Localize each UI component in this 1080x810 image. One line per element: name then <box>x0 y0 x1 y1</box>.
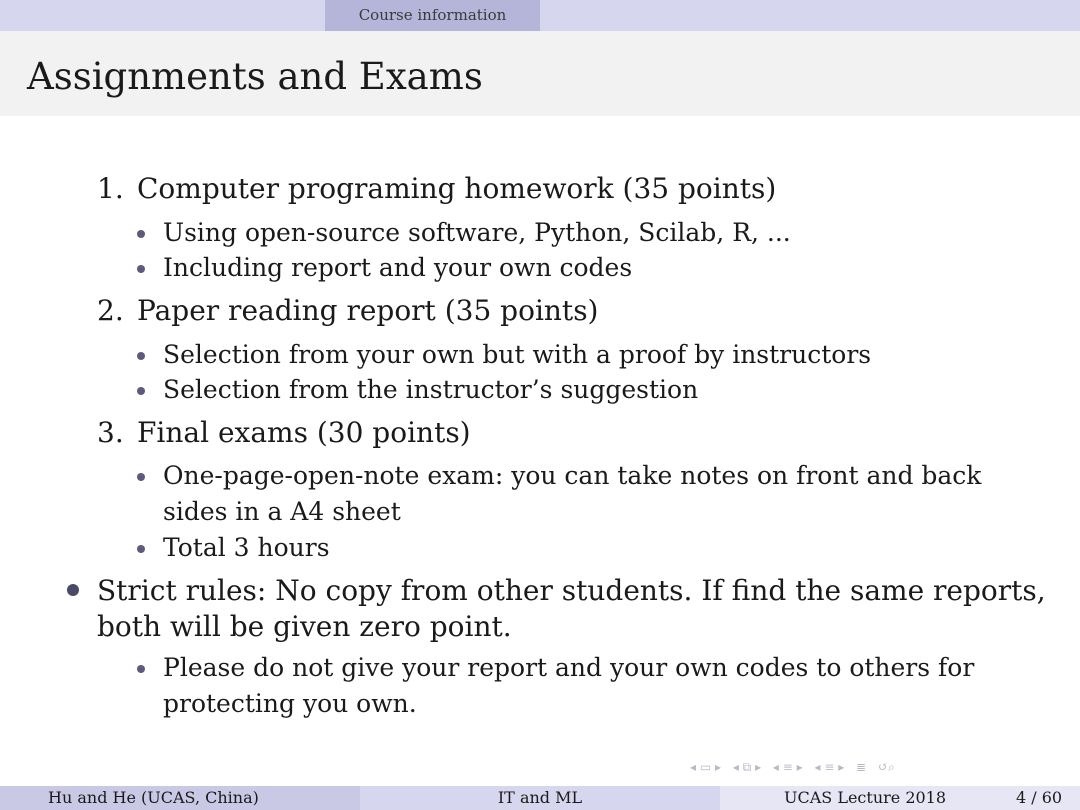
enum-text: Paper reading report (35 points) <box>137 294 599 327</box>
footer-bar <box>0 786 1080 810</box>
nav-prev-subsection-icon[interactable]: ◂ ⧉ ▸ <box>732 760 762 774</box>
enum-number: 2. <box>97 294 124 327</box>
sub-item: One-page-open-note exam: you can take notes on front and back sides in a A4 sheet <box>163 461 982 526</box>
sub-item: Please do not give your report and your own codes to others for protecting you own. <box>163 653 975 718</box>
nav-search-icon[interactable]: ↺⌕ <box>877 760 895 774</box>
nav-subsection-icon[interactable]: ◂ ≡ ▸ <box>814 760 845 774</box>
footer-title: IT and ML <box>497 788 583 807</box>
bullet-icon <box>137 230 145 238</box>
frame-title-bar <box>0 31 1080 116</box>
bullet-icon <box>137 473 145 481</box>
footer-page-number: 4 / 60 <box>1016 788 1063 807</box>
sub-item: Including report and your own codes <box>163 253 633 282</box>
bullet-icon <box>137 352 145 360</box>
section-navigation-bar <box>0 0 1080 31</box>
sub-item: Using open-source software, Python, Scilab, R, ... <box>163 218 791 247</box>
enum-number: 3. <box>97 416 124 449</box>
footer-info-box <box>720 786 1080 810</box>
bullet-icon <box>137 387 145 395</box>
current-section-tab[interactable]: Course information <box>325 0 540 31</box>
nav-align-icon[interactable]: ≣ <box>856 760 867 774</box>
nav-prev-section-icon[interactable]: ◂ ≡ ▸ <box>772 760 803 774</box>
footer-title-box <box>360 786 720 810</box>
bullet-icon <box>137 545 145 553</box>
rules-item: Strict rules: No copy from other students. If find the same reports, both will be given zero point. <box>97 574 1046 643</box>
footer-lecture: UCAS Lecture 2018 <box>784 788 947 807</box>
footer-authors: Hu and He (UCAS, China) <box>48 788 259 807</box>
nav-prev-frame-icon[interactable]: ◂ ▭ ▸ <box>690 760 722 774</box>
beamer-navigation-symbols <box>690 760 1075 776</box>
bullet-icon <box>137 665 145 673</box>
enum-text: Final exams (30 points) <box>137 416 471 449</box>
slide-title: Assignments and Exams <box>27 55 483 98</box>
bullet-icon <box>67 584 79 596</box>
bullet-icon <box>137 265 145 273</box>
sub-item: Total 3 hours <box>163 533 330 562</box>
enum-text: Computer programing homework (35 points) <box>137 172 777 205</box>
sub-item: Selection from your own but with a proof by instructors <box>163 340 872 369</box>
enum-number: 1. <box>97 172 124 205</box>
sub-item: Selection from the instructor’s suggestion <box>163 375 699 404</box>
footer-authors-box <box>0 786 360 810</box>
